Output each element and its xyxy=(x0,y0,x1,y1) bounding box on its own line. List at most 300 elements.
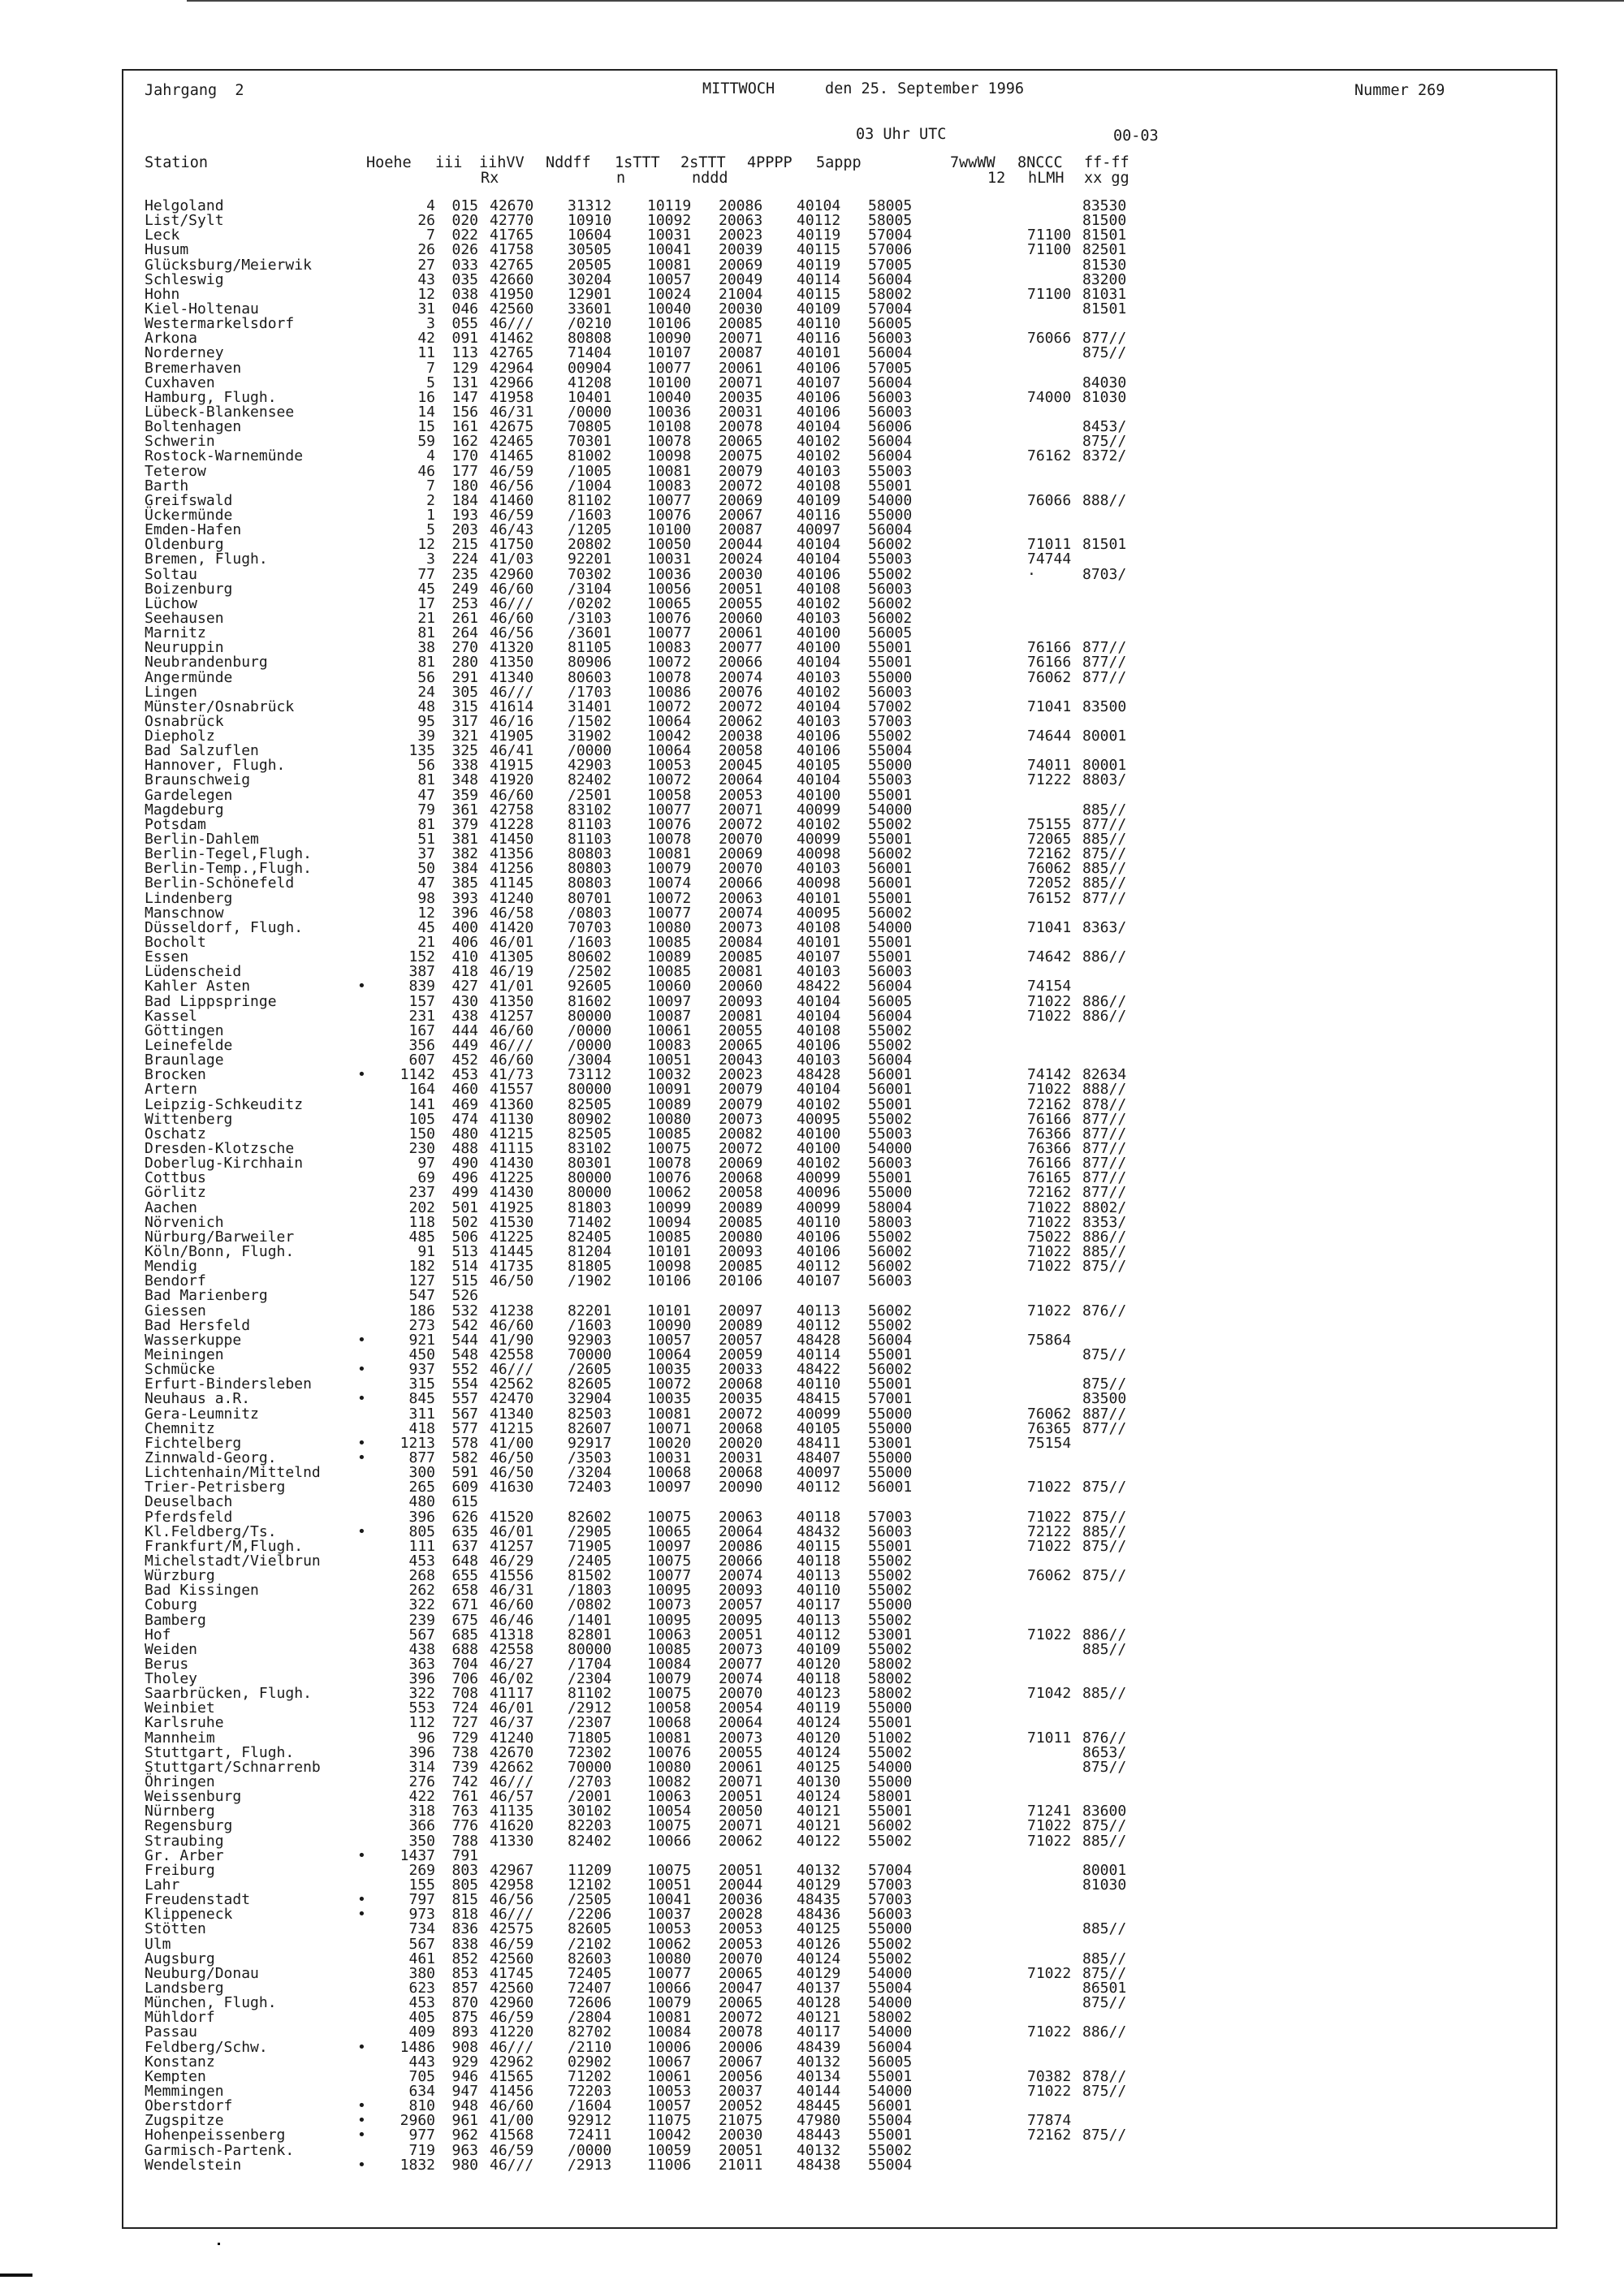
column-gap xyxy=(952,1098,1027,1112)
4pppp-value: 40110 xyxy=(797,1213,841,1231)
hoehe-value: 69 xyxy=(417,1169,435,1187)
8nccc-value xyxy=(1082,2040,1139,2055)
iihvv-value: 41456 xyxy=(490,2083,534,2100)
mountain-marker xyxy=(357,803,378,818)
table-row xyxy=(145,565,1139,583)
mountain-marker xyxy=(357,641,378,655)
nddff-value: 72403 xyxy=(568,1479,612,1496)
hoehe-value: 7 xyxy=(426,359,435,377)
7wwww-value: 71222 xyxy=(1027,771,1072,789)
station-name: Gera-Leumnitz xyxy=(145,1405,259,1423)
column-gap xyxy=(952,803,1027,818)
column-gap xyxy=(478,921,490,935)
column-gap xyxy=(952,995,1027,1009)
7wwww-value xyxy=(1027,1922,1082,1937)
2sttt-value: 20055 xyxy=(719,594,763,612)
column-gap xyxy=(478,965,490,979)
hoehe-value: 1832 xyxy=(400,2156,435,2174)
table-row xyxy=(145,1095,1139,1113)
mountain-marker xyxy=(357,773,378,788)
nddff-value: /1803 xyxy=(568,1582,612,1600)
7wwww-value: 71022 xyxy=(1027,992,1072,1010)
8nccc-value: 875// xyxy=(1082,1537,1127,1555)
4pppp-value: 40100 xyxy=(797,1140,841,1157)
hoehe-value: 98 xyxy=(417,889,435,907)
iihvv-value: 41568 xyxy=(490,2127,534,2144)
station-name: Gardelegen xyxy=(145,786,233,804)
iii-value: 427 xyxy=(451,978,478,995)
column-gap xyxy=(952,2055,1027,2070)
station-name: Saarbrücken, Flugh. xyxy=(145,1685,312,1703)
hoehe-value: 11 xyxy=(417,344,435,362)
1sttt-value: 10106 xyxy=(647,315,692,333)
iii-value: 499 xyxy=(451,1184,478,1202)
2sttt-value: 20068 xyxy=(719,1464,763,1482)
hoehe-value: 157 xyxy=(408,992,435,1010)
column-gap xyxy=(478,1436,490,1451)
1sttt-value: 10056 xyxy=(647,580,692,598)
7wwww-value xyxy=(1027,1451,1082,1466)
4pppp-value: 40120 xyxy=(797,1729,841,1747)
mountain-marker xyxy=(357,655,378,670)
table-row xyxy=(145,523,1139,538)
7wwww-value: 76062 xyxy=(1027,1405,1072,1423)
column-gap xyxy=(478,582,490,597)
column-gap xyxy=(478,420,490,434)
column-gap xyxy=(478,1009,490,1024)
iihvv-value: 41117 xyxy=(490,1685,534,1703)
nddff-value: /0000 xyxy=(568,403,612,421)
4pppp-value: 40124 xyxy=(797,1714,841,1732)
5appp-value: 55000 xyxy=(868,757,913,775)
iihvv-value: 46/02 xyxy=(490,1670,534,1688)
1sttt-value: 10080 xyxy=(647,918,692,936)
5appp-value: 58002 xyxy=(868,1670,913,1688)
column-gap xyxy=(952,1598,1027,1613)
8nccc-value: 86501 xyxy=(1082,1980,1127,1997)
4pppp-value: 40121 xyxy=(797,2009,841,2027)
hoehe-value: 21 xyxy=(417,609,435,627)
iihvv-value: 41/73 xyxy=(490,1066,534,1084)
nddff-value: 80603 xyxy=(568,668,612,686)
table-row xyxy=(145,538,1139,552)
nddff-value: 30102 xyxy=(568,1803,612,1820)
nddff-value: 82402 xyxy=(568,771,612,789)
nddff-value: /1703 xyxy=(568,683,612,701)
mountain-marker xyxy=(357,1804,378,1819)
iii-value: 147 xyxy=(451,388,478,406)
2sttt-value: 20066 xyxy=(719,874,763,892)
column-gap xyxy=(952,1362,1027,1377)
table-row xyxy=(145,1156,1139,1171)
column-gap xyxy=(952,1996,1027,2010)
2sttt-value: 20079 xyxy=(719,1095,763,1113)
station-name: Bremen, Flugh. xyxy=(145,551,268,568)
1sttt-value: 10085 xyxy=(647,1125,692,1142)
8nccc-value: 885// xyxy=(1082,874,1127,892)
7wwww-value: 72122 xyxy=(1027,1522,1072,1540)
hoehe-value: 12 xyxy=(417,536,435,554)
nddff-value: 72606 xyxy=(568,1994,612,2012)
station-name: Hohenpeissenberg xyxy=(145,2127,286,2144)
mountain-marker: • xyxy=(357,978,366,995)
nddff-value: /1004 xyxy=(568,477,612,494)
2sttt-value: 20090 xyxy=(719,1479,763,1496)
4pppp-value: 40106 xyxy=(797,565,841,583)
8nccc-value: 885// xyxy=(1082,801,1127,818)
station-name: Köln/Bonn, Flugh. xyxy=(145,1242,295,1260)
hoehe-value: 387 xyxy=(408,963,435,981)
nddff-value: /2110 xyxy=(568,2038,612,2056)
column-gap xyxy=(952,582,1027,597)
table-row xyxy=(145,1804,1139,1819)
7wwww-value: 72162 xyxy=(1027,1184,1072,1202)
7wwww-value xyxy=(1027,346,1082,361)
iii-value: 739 xyxy=(451,1758,478,1776)
station-name: Karlsruhe xyxy=(145,1714,224,1732)
7wwww-value xyxy=(1027,582,1082,597)
2sttt-value: 20087 xyxy=(719,344,763,362)
7wwww-value: 76366 xyxy=(1027,1125,1072,1142)
nddff-value: 70301 xyxy=(568,433,612,451)
4pppp-value: 40114 xyxy=(797,1345,841,1363)
4pppp-value: 40109 xyxy=(797,1640,841,1658)
hoehe-value: 135 xyxy=(408,742,435,760)
1sttt-value: 10080 xyxy=(647,1110,692,1128)
iii-value: 544 xyxy=(451,1331,478,1349)
table-row xyxy=(145,1640,1139,1658)
station-name: Lindenberg xyxy=(145,889,233,907)
iihvv-value: 46/// xyxy=(490,2038,534,2056)
station-name: Aachen xyxy=(145,1198,198,1216)
hoehe-value: 79 xyxy=(417,801,435,818)
station-name: Bremerhaven xyxy=(145,359,242,377)
nddff-value: 31312 xyxy=(568,197,612,214)
iihvv-value: 41228 xyxy=(490,815,534,833)
8nccc-value: 84030 xyxy=(1082,374,1127,391)
column-gap xyxy=(478,391,490,405)
col-iii: iii xyxy=(435,154,463,171)
iihvv-value: 46/31 xyxy=(490,403,534,421)
station-name: Giessen xyxy=(145,1302,206,1319)
4pppp-value: 40118 xyxy=(797,1508,841,1526)
column-gap xyxy=(478,1451,490,1466)
1sttt-value: 10053 xyxy=(647,2083,692,2100)
column-gap xyxy=(478,523,490,538)
column-gap xyxy=(952,1760,1027,1775)
iii-value: 291 xyxy=(451,668,478,686)
8nccc-value: 8653/ xyxy=(1082,1743,1127,1761)
iii-value: 853 xyxy=(451,1964,478,1982)
iihvv-value: 42966 xyxy=(490,374,534,391)
iihvv-value: 41465 xyxy=(490,447,534,465)
column-gap xyxy=(952,302,1027,317)
1sttt-value: 10078 xyxy=(647,1155,692,1172)
column-gap xyxy=(478,655,490,670)
7wwww-value xyxy=(1027,1657,1082,1672)
column-gap xyxy=(478,1362,490,1377)
station-name: Landsberg xyxy=(145,1980,224,1997)
4pppp-value: 40095 xyxy=(797,1110,841,1128)
mountain-marker xyxy=(357,508,378,523)
hoehe-value: 322 xyxy=(408,1685,435,1703)
station-name: Diepholz xyxy=(145,728,215,745)
1sttt-value: 10101 xyxy=(647,1242,692,1260)
column-gap xyxy=(478,1981,490,1996)
iii-value: 875 xyxy=(451,2009,478,2027)
table-row xyxy=(145,2084,1139,2099)
mountain-marker xyxy=(357,671,378,685)
column-gap xyxy=(952,906,1027,921)
5appp-value: 58002 xyxy=(868,1685,913,1703)
2sttt-value: 20085 xyxy=(719,1213,763,1231)
7wwww-value: 76062 xyxy=(1027,1567,1072,1585)
2sttt-value: 20051 xyxy=(719,1788,763,1806)
2sttt-value: 20064 xyxy=(719,1714,763,1732)
nddff-value: 80803 xyxy=(568,845,612,863)
7wwww-value: 71022 xyxy=(1027,1198,1072,1216)
mountain-marker xyxy=(357,744,378,758)
table-row xyxy=(145,655,1139,670)
mountain-marker xyxy=(357,1539,378,1554)
col-2sttt-sub: nddd xyxy=(692,170,728,187)
mountain-marker xyxy=(357,1024,378,1039)
column-gap xyxy=(478,1098,490,1112)
8nccc-value: 886// xyxy=(1082,2023,1127,2041)
hoehe-value: 127 xyxy=(408,1272,435,1290)
column-gap xyxy=(952,1539,1027,1554)
5appp-value: 57004 xyxy=(868,227,913,244)
1sttt-value: 10086 xyxy=(647,683,692,701)
hoehe-value: 231 xyxy=(408,1007,435,1025)
table-row xyxy=(145,199,1139,214)
5appp-value: 55002 xyxy=(868,1832,913,1850)
station-name: Berlin-Temp.,Flugh. xyxy=(145,860,312,878)
column-gap xyxy=(952,538,1027,552)
2sttt-value: 20069 xyxy=(719,1155,763,1172)
mountain-marker xyxy=(357,1554,378,1569)
table-row xyxy=(145,2158,1139,2173)
mountain-marker: • xyxy=(357,1891,366,1909)
hoehe-value: 2 xyxy=(426,491,435,509)
station-name: Teterow xyxy=(145,462,206,480)
8nccc-value xyxy=(1082,2158,1139,2173)
station-name: Berlin-Schönefeld xyxy=(145,874,295,892)
5appp-value: 55003 xyxy=(868,771,913,789)
table-row xyxy=(145,1834,1139,1849)
7wwww-value xyxy=(1027,1849,1082,1863)
8nccc-value: 875// xyxy=(1082,1567,1127,1585)
8nccc-value: 877// xyxy=(1082,815,1127,833)
7wwww-value xyxy=(1027,1907,1082,1922)
column-gap xyxy=(952,1583,1027,1598)
iii-value: 738 xyxy=(451,1743,478,1761)
nddff-value: /1005 xyxy=(568,462,612,480)
nddff-value: 80808 xyxy=(568,330,612,348)
mountain-marker xyxy=(357,1171,378,1185)
5appp-value: 58004 xyxy=(868,1198,913,1216)
4pppp-value: 40104 xyxy=(797,536,841,554)
4pppp-value: 40097 xyxy=(797,521,841,539)
nddff-value: /2905 xyxy=(568,1522,612,1540)
nddff-value: 00904 xyxy=(568,359,612,377)
column-gap xyxy=(478,361,490,376)
col-8nccc-sub: hLMH xyxy=(1028,170,1065,187)
8nccc-value xyxy=(1082,1495,1139,1509)
5appp-value: 55000 xyxy=(868,1184,913,1202)
nddff-value: 82203 xyxy=(568,1817,612,1835)
7wwww-value xyxy=(1027,1495,1082,1509)
4pppp-value: 40108 xyxy=(797,918,841,936)
mountain-marker xyxy=(357,1510,378,1525)
mountain-marker xyxy=(357,1686,378,1701)
nddff-value: 71404 xyxy=(568,344,612,362)
1sttt-value: 10078 xyxy=(647,433,692,451)
5appp-value: 55002 xyxy=(868,565,913,583)
1sttt-value: 10077 xyxy=(647,491,692,509)
5appp-value: 56006 xyxy=(868,418,913,436)
nddff-value: /0802 xyxy=(568,1596,612,1614)
table-row xyxy=(145,1274,1139,1289)
7wwww-value: 71022 xyxy=(1027,1302,1072,1319)
1sttt-value: 10051 xyxy=(647,1051,692,1069)
5appp-value: 55000 xyxy=(868,1464,913,1482)
2sttt-value: 20086 xyxy=(719,1537,763,1555)
4pppp-value: 40124 xyxy=(797,1950,841,1967)
5appp-value: 56001 xyxy=(868,860,913,878)
column-gap xyxy=(952,1613,1027,1628)
7wwww-value xyxy=(1027,1039,1082,1053)
4pppp-value: 40110 xyxy=(797,1375,841,1393)
column-gap xyxy=(478,1348,490,1362)
column-gap xyxy=(478,464,490,479)
2sttt-value: 20070 xyxy=(719,1950,763,1967)
table-row xyxy=(145,1846,1139,1864)
5appp-value: 57006 xyxy=(868,241,913,259)
iihvv-value: 41556 xyxy=(490,1567,534,1585)
column-gap xyxy=(952,758,1027,773)
station-name: Münster/Osnabrück xyxy=(145,697,295,715)
hoehe-value: 26 xyxy=(417,212,435,230)
1sttt-value: 10037 xyxy=(647,1906,692,1924)
table-row xyxy=(145,918,1139,936)
nddff-value: /3004 xyxy=(568,1051,612,1069)
hoehe-value: 42 xyxy=(417,330,435,348)
5appp-value: 56003 xyxy=(868,330,913,348)
1sttt-value: 10035 xyxy=(647,1361,692,1379)
2sttt-value: 20095 xyxy=(719,1611,763,1629)
iii-value: 474 xyxy=(451,1110,478,1128)
iii-value: 270 xyxy=(451,639,478,657)
iii-value: 729 xyxy=(451,1729,478,1747)
5appp-value: 56005 xyxy=(868,315,913,333)
table-row xyxy=(145,668,1139,686)
station-name: Garmisch-Partenk. xyxy=(145,2141,295,2159)
station-name: Weissenburg xyxy=(145,1788,242,1806)
nddff-value: /1502 xyxy=(568,712,612,730)
table-row xyxy=(145,1304,1139,1319)
iii-value: 325 xyxy=(451,742,478,760)
5appp-value: 55001 xyxy=(868,1803,913,1820)
iihvv-value: 46/59 xyxy=(490,2009,534,2027)
nddff-value: 82605 xyxy=(568,1375,612,1393)
2sttt-value: 20077 xyxy=(719,1655,763,1673)
8nccc-value: 888// xyxy=(1082,1081,1127,1099)
1sttt-value: 10071 xyxy=(647,1419,692,1437)
5appp-value: 56001 xyxy=(868,1066,913,1084)
nddff-value: 92605 xyxy=(568,978,612,995)
nddff-value: 42903 xyxy=(568,757,612,775)
2sttt-value: 20063 xyxy=(719,889,763,907)
hoehe-value: 4 xyxy=(426,447,435,465)
column-gap xyxy=(952,214,1027,228)
iihvv-value: 41915 xyxy=(490,757,534,775)
column-gap xyxy=(952,2099,1027,2114)
4pppp-value: 40104 xyxy=(797,992,841,1010)
nddff-value: 10604 xyxy=(568,227,612,244)
2sttt-value: 20073 xyxy=(719,1640,763,1658)
station-name: Lüchow xyxy=(145,594,198,612)
2sttt-value: 20072 xyxy=(719,815,763,833)
2sttt-value: 20030 xyxy=(719,300,763,317)
station-name: Emden-Hafen xyxy=(145,521,242,539)
2sttt-value: 20068 xyxy=(719,1169,763,1187)
station-name: Feldberg/Schw. xyxy=(145,2038,268,2056)
mountain-marker xyxy=(357,243,378,257)
4pppp-value: 40112 xyxy=(797,212,841,230)
4pppp-value: 40112 xyxy=(797,1316,841,1334)
8nccc-value: 877// xyxy=(1082,330,1127,348)
nddff-value: /1603 xyxy=(568,934,612,952)
mountain-marker xyxy=(357,2144,378,2158)
5appp-value: 55000 xyxy=(868,1699,913,1717)
mountain-marker xyxy=(357,1289,378,1303)
table-row xyxy=(145,1583,1139,1598)
jahrgang-label: Jahrgang 2 xyxy=(145,82,244,99)
table-row xyxy=(145,2055,1139,2070)
mountain-marker xyxy=(357,1185,378,1200)
4pppp-value: 40124 xyxy=(797,1743,841,1761)
hoehe-value: 422 xyxy=(408,1788,435,1806)
8nccc-value: 877// xyxy=(1082,889,1127,907)
2sttt-value: 20063 xyxy=(719,1508,763,1526)
nddff-value: 81805 xyxy=(568,1258,612,1276)
mountain-marker xyxy=(357,420,378,434)
col-4pppp: 4PPPP xyxy=(747,154,793,171)
nddff-value: 81105 xyxy=(568,639,612,657)
5appp-value: 55000 xyxy=(868,1449,913,1466)
hoehe-value: 937 xyxy=(408,1361,435,1379)
mountain-marker xyxy=(357,847,378,861)
7wwww-value: 72162 xyxy=(1027,1095,1072,1113)
column-gap xyxy=(478,434,490,449)
4pppp-value: 48428 xyxy=(797,1066,841,1084)
column-gap xyxy=(952,523,1027,538)
table-row xyxy=(145,1790,1139,1804)
1sttt-value: 11075 xyxy=(647,2112,692,2130)
hoehe-value: 51 xyxy=(417,831,435,849)
iihvv-value: 46/// xyxy=(490,1361,534,1379)
1sttt-value: 10066 xyxy=(647,1980,692,1997)
column-gap xyxy=(952,1348,1027,1362)
1sttt-value: 10072 xyxy=(647,697,692,715)
column-gap xyxy=(952,391,1027,405)
iihvv-value: 41445 xyxy=(490,1242,534,1260)
iii-value: 818 xyxy=(451,1906,478,1924)
iihvv-value: 41958 xyxy=(490,388,534,406)
iii-value: 776 xyxy=(451,1817,478,1835)
station-name: Oschatz xyxy=(145,1125,206,1142)
